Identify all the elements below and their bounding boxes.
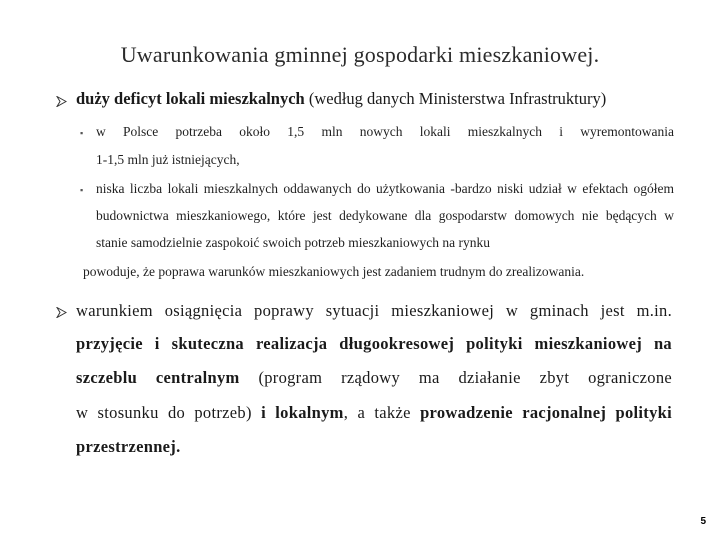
continuation-text: powoduje, że poprawa warunków mieszkaniowych jest zadaniem trudnym do zrealizowania. bbox=[83, 264, 585, 279]
bullet-condition-line4 bbox=[76, 403, 672, 423]
sub-bullet-low-count-line3: stanie samodzielnie zaspokoić swoich potrzeb mieszkaniowych na rynku bbox=[96, 235, 491, 250]
bullet-condition-line5: przestrzennej. bbox=[76, 437, 181, 456]
page-number: 5 bbox=[700, 516, 706, 527]
bullet-condition-program: (program rządowy ma działanie zbyt ograniczone bbox=[239, 368, 672, 387]
bullet-condition-local: i lokalnym bbox=[261, 403, 344, 422]
sub-bullet-need-line2: 1-1,5 mln już istniejących, bbox=[96, 152, 240, 167]
bullet-condition-line1: warunkiem osiągnięcia poprawy sytuacji mieszkaniowej w gminach jest m.in. bbox=[76, 301, 672, 320]
bullet-condition-also: , a także bbox=[343, 403, 421, 422]
bullet-condition-line2: przyjęcie i skuteczna realizacja długookresowej polityki mieszkaniowej na bbox=[76, 334, 672, 353]
small-bullet-icon: ▪ bbox=[80, 128, 84, 138]
arrow-bullet-icon bbox=[56, 96, 67, 107]
small-bullet-icon: ▪ bbox=[80, 185, 84, 195]
bullet-condition-needs: w stosunku do potrzeb) bbox=[76, 403, 262, 422]
slide-title: Uwarunkowania gminnej gospodarki mieszkaniowej. bbox=[120, 42, 600, 67]
sub-bullet-need-line1: w Polsce potrzeba około 1,5 mln nowych lokali mieszkalnych i wyremontowania bbox=[96, 124, 674, 139]
bullet-condition-line3 bbox=[76, 368, 672, 388]
bullet-condition-policy: prowadzenie racjonalnej polityki bbox=[420, 403, 672, 422]
bullet-condition-central: szczeblu centralnym bbox=[76, 368, 240, 387]
sub-bullet-low-count-line2: budownictwa mieszkaniowego, które jest dedykowane dla gospodarstw domowych nie będących w bbox=[96, 208, 674, 223]
bullet-deficit bbox=[76, 89, 606, 109]
sub-bullet-low-count-line1: niska liczba lokali mieszkalnych oddawanych do użytkowania -bardzo niski udział w efektach ogółem bbox=[96, 181, 674, 196]
arrow-bullet-icon bbox=[56, 307, 67, 318]
bullet-deficit-source: (według danych Ministerstwa Infrastruktury) bbox=[304, 89, 607, 108]
bullet-deficit-bold: duży deficyt lokali mieszkalnych bbox=[76, 89, 305, 108]
